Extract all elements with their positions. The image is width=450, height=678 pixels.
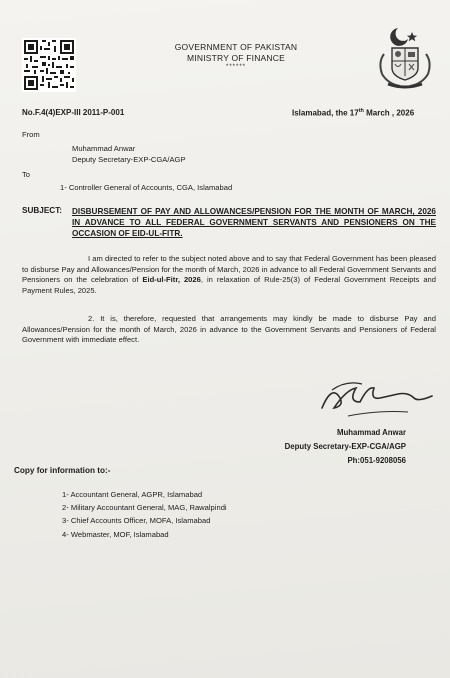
sender-name: Muhammad Anwar: [72, 144, 136, 153]
paragraph-2: 2. It is, therefore, requested that arrangements may kindly be made to disburse Pay and Allowances/Pension for the month of March, 2026 in advance to the Government Servants and Pensioners of Federal Government with immediate effect.: [22, 314, 436, 345]
list-item: 3- Chief Accounts Officer, MOFA, Islamabad: [62, 516, 211, 526]
to-label: To: [22, 170, 31, 179]
file-number: No.F.4(4)EXP-III 2011-P-001: [22, 108, 125, 117]
list-item: 4- Webmaster, MOF, Islamabad: [62, 529, 169, 539]
subject-text: DISBURSEMENT OF PAY AND ALLOWANCES/PENSION FOR THE MONTH OF MARCH, 2026 IN ADVANCE TO ALL FEDERAL GOVERNMENT SERVANTS AND PENSIONERS ON THE OCCASION OF EID-UL-FITR.: [72, 207, 436, 238]
sender-designation: Deputy Secretary-EXP-CGA/AGP: [72, 155, 186, 164]
state-emblem-icon: [376, 26, 434, 90]
qr-code-icon: [22, 38, 76, 92]
list-item: 2- Military Accountant General, MAG, Rawalpindi: [62, 503, 227, 513]
header-stars: ******: [225, 64, 246, 70]
ministry-heading: MINISTRY OF FINANCE: [187, 53, 285, 63]
copy-heading: Copy for information to:-: [14, 466, 111, 475]
paragraph-1: I am directed to refer to the subject noted above and to say that Federal Government has been pleased to disburse Pay and Allowances/Pension for the month of March, 2026 in advance to all Federal Government Servants and Pensioners on the celebration of Eid-ul-Fitr, 2026, in relaxation of Rule-25(3) of Federal Government Receipts and Payment Rules, 2025.: [22, 254, 436, 295]
signatory-phone: Ph:051-9208056: [347, 456, 406, 465]
copy-list: [62, 488, 227, 541]
list-item: 1- Accountant General, AGPR, Islamabad: [62, 490, 203, 499]
recipient: 1- Controller General of Accounts, CGA, Islamabad: [60, 183, 233, 192]
subject-label: SUBJECT:: [22, 206, 63, 215]
document-date: Islamabad, the 17th March , 2026: [292, 108, 415, 118]
handwritten-signature: [318, 376, 436, 422]
from-label: From: [22, 130, 40, 139]
government-heading: GOVERNMENT OF PAKISTAN: [174, 42, 298, 52]
signatory-name: Muhammad Anwar: [336, 428, 406, 437]
signatory-designation: Deputy Secretary-EXP-CGA/AGP: [284, 442, 406, 451]
